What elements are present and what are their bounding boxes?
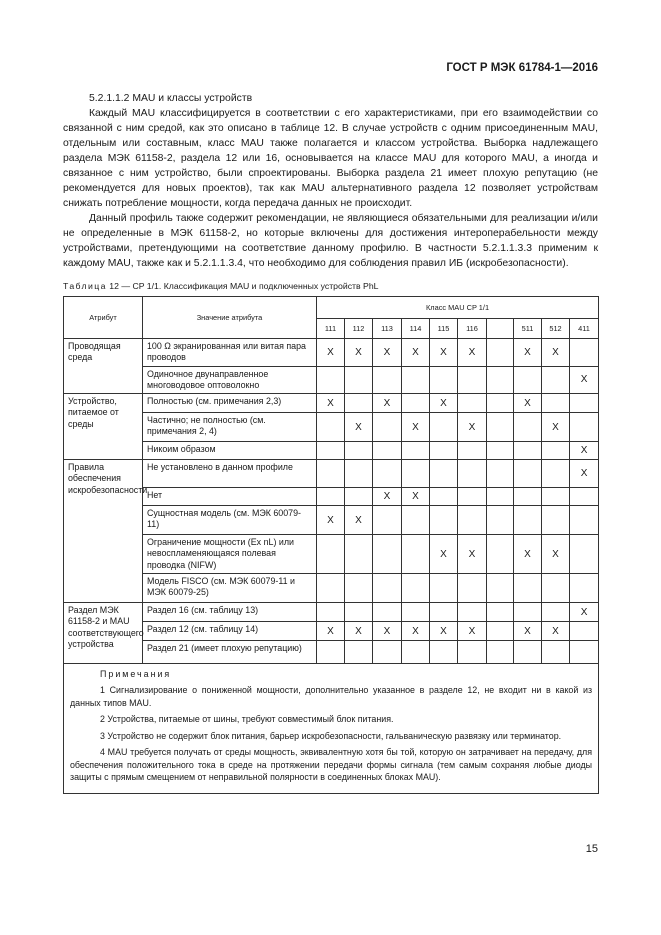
mark-cell: [402, 641, 430, 664]
mark-cell: [402, 574, 430, 603]
mark-cell: X: [402, 622, 430, 641]
notes-row: [64, 664, 599, 794]
classification-table: [63, 296, 599, 794]
note-item: 2 Устройства, питаемые от шины, требуют совместимый блок питания.: [100, 714, 394, 725]
mark-cell: [317, 535, 345, 574]
table-row: [64, 641, 599, 664]
mark-cell: [317, 488, 345, 506]
section-heading: 5.2.1.1.2 MAU и классы устройств: [89, 93, 253, 104]
mark-cell: [373, 413, 402, 442]
mark-cell: X: [542, 413, 570, 442]
mark-cell: [402, 366, 430, 394]
mark-cell: X: [570, 460, 599, 488]
mark-cell: [458, 603, 487, 622]
mark-cell: [542, 442, 570, 460]
table-row: [64, 460, 599, 488]
mark-cell: [487, 622, 514, 641]
document-header: ГОСТ Р МЭК 61784-1—2016: [446, 62, 598, 74]
notes-title: Примечания: [100, 669, 172, 680]
mark-cell: X: [458, 535, 487, 574]
mark-cell: [345, 488, 373, 506]
mark-cell: [542, 366, 570, 394]
mark-cell: [402, 603, 430, 622]
mark-cell: [373, 366, 402, 394]
value-cell: Модель FISCO (см. МЭК 60079-11 и МЭК 60079-25): [143, 574, 317, 603]
mark-cell: [430, 603, 458, 622]
mark-cell: [345, 366, 373, 394]
mark-cell: [402, 394, 430, 413]
mark-cell: [514, 641, 542, 664]
mark-cell: X: [458, 339, 487, 367]
class-header: 115: [430, 319, 458, 339]
attribute-cell: Устройство, питаемое от среды: [64, 394, 143, 460]
mark-cell: [430, 442, 458, 460]
mark-cell: [430, 366, 458, 394]
mark-cell: X: [373, 339, 402, 367]
mark-cell: X: [402, 413, 430, 442]
note-item: 3 Устройство не содержит блок питания, барьер искробезопасности, гальваническую развязку или терминатор.: [100, 730, 562, 741]
mark-cell: [487, 506, 514, 535]
mark-cell: [487, 413, 514, 442]
mark-cell: [570, 574, 599, 603]
class-header: 111: [317, 319, 345, 339]
table-row: [64, 506, 599, 535]
mark-cell: [570, 506, 599, 535]
mark-cell: [487, 574, 514, 603]
caption-text: 12 — CP 1/1. Классификация MAU и подключенных устройств PhL: [106, 281, 379, 291]
col-header-class: Класс MAU CP 1/1: [317, 297, 599, 319]
mark-cell: X: [373, 394, 402, 413]
mark-cell: X: [345, 506, 373, 535]
mark-cell: [542, 460, 570, 488]
mark-cell: X: [317, 339, 345, 367]
note-item: 1 Сигнализирование о пониженной мощности, дополнительно указанное в разделе 12, не входит ни в какой из данных типов MAU.: [70, 685, 593, 708]
mark-cell: X: [570, 442, 599, 460]
mark-cell: [345, 535, 373, 574]
mark-cell: X: [345, 622, 373, 641]
mark-cell: [458, 394, 487, 413]
mark-cell: X: [345, 339, 373, 367]
mark-cell: [458, 641, 487, 664]
value-cell: Раздел 12 (см. таблицу 14): [143, 622, 317, 641]
mark-cell: X: [345, 413, 373, 442]
table-row: [64, 413, 599, 442]
mark-cell: [317, 460, 345, 488]
mark-cell: [345, 603, 373, 622]
mark-cell: [317, 366, 345, 394]
page-number: 15: [585, 843, 598, 855]
mark-cell: X: [542, 339, 570, 367]
table-row: [64, 574, 599, 603]
mark-cell: X: [458, 413, 487, 442]
mark-cell: X: [542, 622, 570, 641]
mark-cell: X: [402, 339, 430, 367]
table-row: [64, 339, 599, 367]
mark-cell: [402, 506, 430, 535]
mark-cell: X: [430, 339, 458, 367]
mark-cell: [487, 641, 514, 664]
mark-cell: [458, 488, 487, 506]
mark-cell: [487, 366, 514, 394]
mark-cell: [570, 535, 599, 574]
mark-cell: [345, 442, 373, 460]
mark-cell: [542, 394, 570, 413]
mark-cell: X: [317, 622, 345, 641]
notes-cell: [64, 664, 599, 794]
class-header: 113: [373, 319, 402, 339]
mark-cell: [430, 641, 458, 664]
mark-cell: X: [514, 394, 542, 413]
attribute-cell: Раздел МЭК 61158-2 и MAU соответствующего устройства: [64, 603, 143, 664]
value-cell: Не установлено в данном профиле: [143, 460, 317, 488]
mark-cell: [514, 460, 542, 488]
value-cell: Частично; не полностью (см. примечания 2, 4): [143, 413, 317, 442]
mark-cell: [402, 460, 430, 488]
value-cell: Полностью (см. примечания 2,3): [143, 394, 317, 413]
mark-cell: [345, 641, 373, 664]
mark-cell: [570, 394, 599, 413]
mark-cell: [430, 413, 458, 442]
mark-cell: [373, 442, 402, 460]
mark-cell: [542, 574, 570, 603]
mark-cell: X: [458, 622, 487, 641]
mark-cell: [487, 535, 514, 574]
mark-cell: [345, 394, 373, 413]
mark-cell: [570, 622, 599, 641]
mark-cell: X: [317, 394, 345, 413]
mark-cell: [458, 442, 487, 460]
mark-cell: X: [514, 339, 542, 367]
mark-cell: X: [570, 603, 599, 622]
mark-cell: [570, 641, 599, 664]
attribute-cell: Проводящая среда: [64, 339, 143, 394]
mark-cell: [570, 339, 599, 367]
mark-cell: X: [430, 535, 458, 574]
mark-cell: [430, 460, 458, 488]
mark-cell: [345, 460, 373, 488]
mark-cell: [430, 506, 458, 535]
attribute-cell: Правила обеспечения искробезопасности: [64, 460, 143, 603]
value-cell: Одиночное двунаправленное многоводовое оптоволокно: [143, 366, 317, 394]
mark-cell: [514, 442, 542, 460]
mark-cell: [317, 413, 345, 442]
mark-cell: X: [402, 488, 430, 506]
mark-cell: [373, 641, 402, 664]
class-header: 411: [570, 319, 599, 339]
class-header: 112: [345, 319, 373, 339]
mark-cell: [487, 339, 514, 367]
mark-cell: [317, 641, 345, 664]
mark-cell: [570, 488, 599, 506]
mark-cell: [458, 366, 487, 394]
mark-cell: [430, 488, 458, 506]
mark-cell: X: [514, 622, 542, 641]
mark-cell: [345, 574, 373, 603]
paragraph-2: Данный профиль также содержит рекомендации, не являющиеся обязательными для реализации и/или не определенные в МЭК 61158-2, но которые включены для достижения интероперабельности между устройствами, претендующими на соответствие данному профилю. В частности 5.2.1.1.3.3 применим к каждому MAU, также как и 5.2.1.1.3.4, что необходимо для соблюдения правил ИБ (искробезопасности).: [63, 213, 598, 269]
mark-cell: [373, 460, 402, 488]
caption-word: Таблица: [63, 281, 107, 291]
mark-cell: [487, 488, 514, 506]
value-cell: Ограничение мощности (Ex nL) или невоспламеняющаяся полевая проводка (NIFW): [143, 535, 317, 574]
mark-cell: [317, 574, 345, 603]
table-row: [64, 442, 599, 460]
mark-cell: [514, 488, 542, 506]
value-cell: Раздел 21 (имеет плохую репутацию): [143, 641, 317, 664]
mark-cell: [458, 574, 487, 603]
col-header-value: Значение атрибута: [143, 297, 317, 339]
mark-cell: [514, 603, 542, 622]
class-header: 114: [402, 319, 430, 339]
mark-cell: [542, 641, 570, 664]
mark-cell: [542, 488, 570, 506]
class-header: 116: [458, 319, 487, 339]
table-row: [64, 603, 599, 622]
mark-cell: [373, 535, 402, 574]
mark-cell: [487, 603, 514, 622]
table-caption: [63, 281, 379, 291]
class-header: [487, 319, 514, 339]
table-row: [64, 535, 599, 574]
mark-cell: [317, 603, 345, 622]
mark-cell: [514, 413, 542, 442]
mark-cell: X: [373, 622, 402, 641]
mark-cell: [373, 603, 402, 622]
value-cell: Никоим образом: [143, 442, 317, 460]
mark-cell: [570, 413, 599, 442]
mark-cell: [317, 442, 345, 460]
mark-cell: [514, 366, 542, 394]
mark-cell: [373, 574, 402, 603]
mark-cell: [402, 535, 430, 574]
mark-cell: X: [570, 366, 599, 394]
mark-cell: X: [430, 622, 458, 641]
mark-cell: [373, 506, 402, 535]
value-cell: Раздел 16 (см. таблицу 13): [143, 603, 317, 622]
mark-cell: X: [317, 506, 345, 535]
section-body: [63, 91, 598, 271]
mark-cell: [514, 506, 542, 535]
mark-cell: [542, 603, 570, 622]
col-header-attribute: Атрибут: [64, 297, 143, 339]
mark-cell: [487, 460, 514, 488]
mark-cell: X: [373, 488, 402, 506]
note-item: 4 MAU требуется получать от среды мощность, эквивалентную хотя бы той, которую он затрачивает на передачу, для обеспечения положительного тока в среде на протяжении передачи формы сигнала (тем самым сохраняя любые диоды защиты с прямым смещением от неправильной полярности в соединенных блоках MAU).: [70, 747, 593, 782]
mark-cell: [402, 442, 430, 460]
paragraph-1: Каждый MAU классифицируется в соответствии с его характеристиками, при его взаимодействии со связанной с ним средой, как это описано в таблице 12. В случае устройств с одним присоединенным MAU, отдельным или составным, класс MAU также полагается и классом устройства. Выборка надлежащего раздела МЭК 61158-2, раздела 12 или 16, основывается на классе MAU для которого MAU, а иногда и связанное с ним устройство, были спроектированы. Выборка раздела 21 имеет плохую репутацию (не рекомендуется для новых проектов), так как MAU альтернативного раздела 12 позволяет устройствам снижать потребление мощности, когда передача данных не происходит.: [63, 108, 598, 209]
mark-cell: [514, 574, 542, 603]
mark-cell: [458, 460, 487, 488]
mark-cell: X: [514, 535, 542, 574]
mark-cell: X: [542, 535, 570, 574]
class-header: 511: [514, 319, 542, 339]
table-row: [64, 394, 599, 413]
table-row: [64, 366, 599, 394]
class-header: 512: [542, 319, 570, 339]
value-cell: Нет: [143, 488, 317, 506]
value-cell: Сущностная модель (см. МЭК 60079-11): [143, 506, 317, 535]
mark-cell: [487, 442, 514, 460]
mark-cell: X: [430, 394, 458, 413]
mark-cell: [542, 506, 570, 535]
value-cell: 100 Ω экранированная или витая пара проводов: [143, 339, 317, 367]
mark-cell: [430, 574, 458, 603]
mark-cell: [458, 506, 487, 535]
mark-cell: [487, 394, 514, 413]
